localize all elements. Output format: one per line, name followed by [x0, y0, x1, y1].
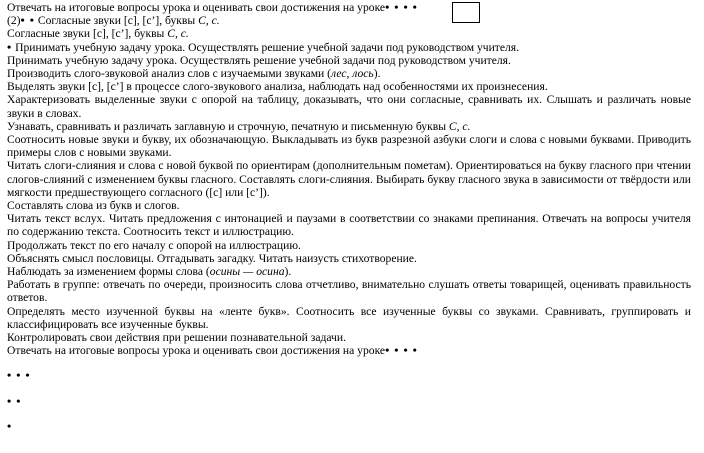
paragraph-1: Принимать учебную задачу урока. Осуществлять решение учебной задачи под руководством учителя. — [7, 53, 511, 67]
header-line-4-bullet: • — [7, 39, 13, 54]
paragraph-9: Читать текст вслух. Читать предложения с интонацией и паузами в соответствии со знаками препинания. Отвечать на вопросы учителя по содержанию текста. Соотносить текст и иллюстрацию. — [7, 212, 691, 239]
paragraph-6: Соотносить новые звуки и букву, их обозначающую. Выкладывать из букв разрезной азбуки слоги и слова с новыми буквами. Приводить примеры слов с новыми звуками. — [7, 133, 691, 160]
trailing-dots-row-3: • — [7, 418, 13, 433]
paragraph-12-example-words: осины — осина — [209, 265, 285, 279]
paragraph-15: Контролировать свои действия при решении познавательной задачи. — [7, 331, 346, 345]
header-line-2-letters: С, с. — [198, 14, 220, 28]
paragraph-16 — [7, 344, 691, 357]
trailing-dots-row-2: • • — [7, 393, 22, 408]
paragraph-16-text: Отвечать на итоговые вопросы урока и оценивать свои достижения на уроке — [7, 344, 386, 358]
paragraph-2 — [7, 67, 691, 80]
document-body — [7, 1, 691, 433]
paragraph-14: Определять место изученной буквы на «ленте букв». Соотносить все изученные буквы со звуками. Сравнивать, группировать и классифицировать все изученные буквы. — [7, 304, 691, 331]
paragraph-3: Выделять звуки [с], [с’] в процессе слого-звукового анализа, наблюдать над особенностями их произнесения. — [7, 80, 548, 94]
header-line-2-prefix: (2) — [7, 14, 21, 28]
paragraph-5-text: Узнавать, сравнивать и различать заглавную и строчную, печатную и письменную буквы — [7, 119, 449, 133]
trailing-dots-row-1: • • • — [7, 368, 31, 383]
paragraph-12-end: ). — [284, 265, 292, 279]
paragraph-2-end: ). — [373, 67, 381, 81]
header-line-2-bullets: • • — [20, 13, 35, 28]
paragraph-10: Продолжать текст по его началу с опорой на иллюстрацию. — [7, 238, 301, 252]
paragraph-12-text: Наблюдать за изменением формы слова ( — [7, 265, 210, 279]
header-line-4 — [7, 41, 691, 54]
header-line-2-text: Согласные звуки [с], [с’], буквы — [37, 14, 199, 28]
header-line-2 — [7, 14, 691, 27]
paragraph-8: Составлять слова из букв и слогов. — [7, 199, 180, 213]
paragraph-5 — [7, 120, 691, 133]
header-line-3 — [7, 27, 691, 40]
paragraph-12 — [7, 265, 691, 278]
header-line-3-letters: С, с. — [167, 27, 189, 41]
paragraph-7: Читать слоги-слияния и слова с новой буквой по ориентирам (дополнительным пометам). Ориентироваться на букву гласного при чтении слогов-слияний с изменением буквы гласного. Составлять слоги-слияния. Выбирать букву гласного звука в зависимости от твёрдости или мягкости предшествующего согласного ([с] или [с’]). — [7, 159, 691, 199]
paragraph-2-example-words: лес, лось — [331, 67, 374, 81]
paragraph-13: Работать в группе: отвечать по очереди, произносить слова отчетливо, внимательно слушать ответы товарищей, оценивать правильность ответов. — [7, 278, 691, 305]
header-line-1-text: Отвечать на итоговые вопросы урока и оценивать свои достижения на уроке — [7, 1, 386, 14]
spacer — [7, 357, 691, 369]
header-line-1-dots: • • • • — [385, 0, 418, 14]
header-line-1 — [7, 1, 691, 14]
paragraph-2-text: Производить слого-звуковой анализ слов с изучаемыми звуками ( — [7, 67, 332, 81]
empty-frame-box — [452, 2, 480, 23]
paragraph-4: Характеризовать выделенные звуки с опорой на таблицу, доказывать, что они согласные, сравнивать их. Слышать и различать новые звуки в словах. — [7, 93, 691, 120]
paragraph-16-dots: • • • • — [385, 343, 418, 358]
spacer — [7, 408, 691, 420]
paragraph-5-letters: С, с. — [448, 119, 471, 133]
paragraph-11: Объяснять смысл пословицы. Отгадывать загадку. Читать наизусть стихотворение. — [7, 251, 417, 265]
spacer — [7, 383, 691, 395]
header-line-4-text: Принимать учебную задачу урока. Осуществлять решение учебной задачи под руководством учителя. — [15, 40, 519, 54]
header-line-3-text: Согласные звуки [с], [с’], буквы — [7, 27, 168, 41]
